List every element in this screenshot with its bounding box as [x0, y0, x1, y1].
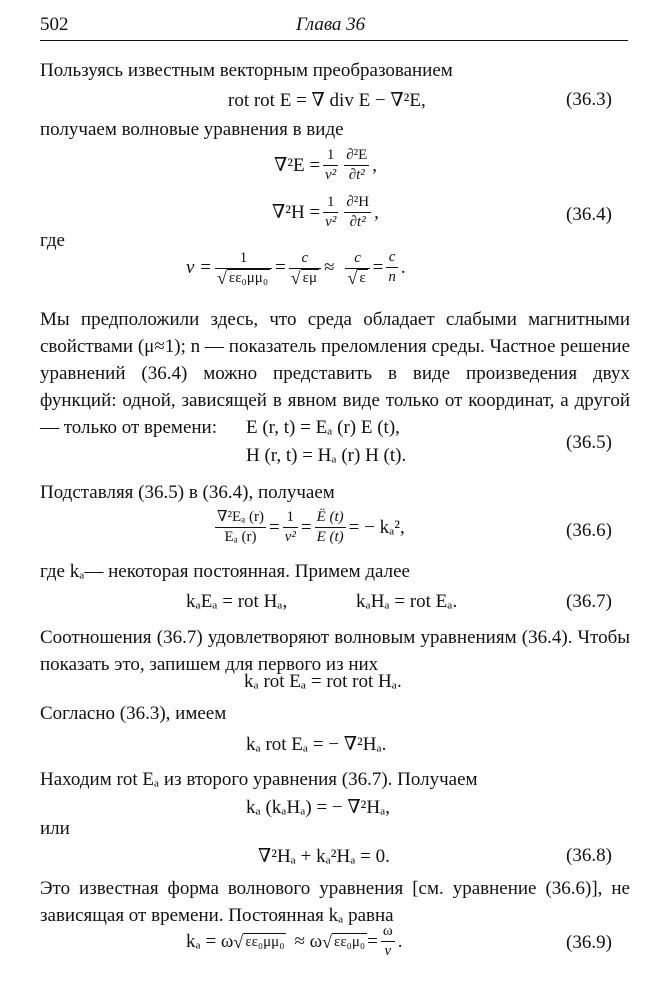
radicand: ε	[359, 269, 366, 286]
fraction-d2h-dt2	[344, 193, 371, 232]
numerator: 1	[286, 509, 295, 525]
square-root	[233, 933, 286, 951]
equation-number-36-6: (36.6)	[566, 520, 612, 541]
denominator: ∂t²	[349, 214, 366, 230]
eq-lhs: kₐ = ω	[186, 930, 234, 952]
eq-comma: ,	[374, 201, 379, 223]
equation-36-8: ∇²Hₐ + kₐ²Hₐ = 0.	[258, 846, 390, 867]
numerator: ω	[382, 923, 393, 939]
numerator: 1	[326, 147, 335, 163]
chapter-title: Глава 36	[296, 14, 366, 35]
paragraph-find-rot: Находим rot Eₐ из второго уравнения (36.7). Получаем	[40, 769, 478, 790]
radical-sign: √	[217, 267, 227, 288]
paragraph-according: Согласно (36.3), имеем	[40, 703, 227, 724]
square-root	[322, 933, 367, 951]
paragraph-substitute: Подставляя (36.5) в (36.4), получаем	[40, 482, 335, 503]
approx-sign: ≈	[324, 256, 335, 278]
fraction-c-over-sqrt-eps	[345, 249, 369, 287]
denominator: n	[388, 269, 396, 285]
numerator: Ë (t)	[316, 509, 344, 525]
equals-sign: =	[367, 930, 378, 952]
equation-ka-ka-ha: kₐ (kₐHₐ) = − ∇²Hₐ,	[246, 797, 391, 818]
equation-number-36-7: (36.7)	[566, 591, 612, 612]
fraction-one-over-v2	[283, 508, 298, 547]
denominator: v²	[325, 214, 337, 230]
denominator: ∂t²	[348, 167, 365, 183]
equation-36-4-h	[272, 193, 379, 232]
radicand: εε₀μμ₀	[245, 933, 285, 950]
numerator: ∂²H	[346, 194, 370, 210]
eq-lhs: ∇²H =	[272, 202, 321, 223]
paragraph-or: или	[40, 818, 70, 839]
equation-ka-rot-laplacian: kₐ rot Eₐ = − ∇²Hₐ.	[246, 734, 387, 755]
denominator: v²	[284, 529, 296, 545]
equation-36-5-e: E (r, t) = Eₐ (r) E (t),	[246, 417, 400, 438]
page-number: 502	[40, 14, 69, 35]
equation-36-4-e	[274, 146, 377, 185]
eq-lhs: v =	[186, 256, 213, 278]
equation-number-36-3: (36.3)	[566, 89, 612, 110]
paragraph-assumption: Мы предположили здесь, что среда обладает слабыми магнитными свойствами (μ≈1); n — показатель преломления среды. Частное решение уравнений (36.4) можно представить в виде произведения двух функций: одной, зависящей в явном виде только от координат, а другой — только от времени:	[40, 309, 630, 438]
equation-36-7-left: kₐEₐ = rot Hₐ,	[186, 591, 288, 612]
equation-36-3: rot rot E = ∇ div E − ∇²E,	[228, 90, 426, 111]
equation-ka-rot-ea: kₐ rot Eₐ = rot rot Hₐ.	[244, 671, 402, 692]
paragraph-known-form: Это известная форма волнового уравнения [см. уравнение (36.6)], не зависящая от времени. Постоянная kₐ равна	[40, 878, 630, 926]
equation-number-36-8: (36.8)	[566, 845, 612, 866]
fraction-d2e-dt2	[344, 146, 369, 185]
equals-sign: =	[268, 516, 280, 538]
fraction-laplacian-ea	[215, 508, 266, 547]
paragraph-wave-eq: получаем волновые уравнения в виде	[40, 119, 344, 140]
radical-sign: √	[347, 267, 358, 288]
equation-number-36-4: (36.4)	[566, 204, 612, 225]
header-rule	[40, 40, 628, 41]
radical-sign: √	[290, 267, 301, 288]
equals-sign: =	[275, 256, 286, 278]
denominator: E (t)	[316, 529, 344, 545]
fraction-one-over-v2	[323, 193, 338, 232]
paragraph-where: где	[40, 230, 65, 251]
equation-number-36-9: (36.9)	[566, 932, 612, 953]
paragraph-relations: Соотношения (36.7) удовлетворяют волновым уравнениям (36.4). Чтобы показать это, запишем для первого из них	[40, 627, 630, 675]
eq-lhs: ∇²E =	[274, 155, 321, 176]
eq-rhs: = − kₐ²,	[348, 516, 405, 538]
approx-omega: ≈ ω	[294, 930, 323, 952]
eq-dot: .	[400, 256, 406, 278]
equation-36-7-right: kₐHₐ = rot Eₐ.	[356, 591, 458, 612]
numerator: c	[301, 249, 309, 266]
numerator: ∂²E	[346, 147, 368, 163]
radicand: εε₀μ₀	[334, 933, 366, 950]
fraction-omega-over-v	[381, 922, 395, 961]
radical-sign: √	[233, 931, 244, 952]
equation-number-36-5: (36.5)	[566, 432, 612, 453]
fraction-c-over-sqrt-epsmu	[289, 249, 321, 287]
numerator: ∇²Eₐ (r)	[217, 509, 264, 525]
fraction-c-over-n	[386, 248, 398, 287]
numerator: 1	[326, 194, 335, 210]
numerator: c	[388, 249, 396, 265]
numerator: c	[354, 249, 361, 266]
denominator: Eₐ (r)	[224, 529, 257, 545]
fraction-one-over-sqrt	[215, 249, 272, 287]
square-root	[289, 269, 321, 287]
equation-36-5-h: H (r, t) = Hₐ (r) H (t).	[246, 445, 407, 466]
square-root	[345, 269, 369, 287]
paragraph-constant: где kₐ— некоторая постоянная. Примем далее	[40, 561, 410, 582]
numerator: 1	[239, 249, 248, 266]
equals-sign: =	[372, 256, 384, 278]
equation-36-9	[186, 922, 402, 961]
radicand: εε₀μμ₀	[228, 269, 269, 286]
paragraph-intro: Пользуясь известным векторным преобразованием	[40, 60, 453, 81]
fraction-e-ddot-over-e	[315, 508, 346, 547]
fraction-one-over-v2	[323, 146, 338, 185]
equation-phase-velocity	[186, 248, 406, 287]
denominator: v	[384, 943, 392, 959]
equation-36-6	[212, 508, 405, 547]
eq-dot: .	[397, 930, 403, 952]
square-root	[215, 269, 272, 287]
denominator: v²	[325, 167, 337, 183]
eq-comma: ,	[372, 154, 378, 176]
radical-sign: √	[322, 931, 333, 952]
radicand: εμ	[302, 269, 317, 286]
equals-sign: =	[300, 516, 312, 538]
